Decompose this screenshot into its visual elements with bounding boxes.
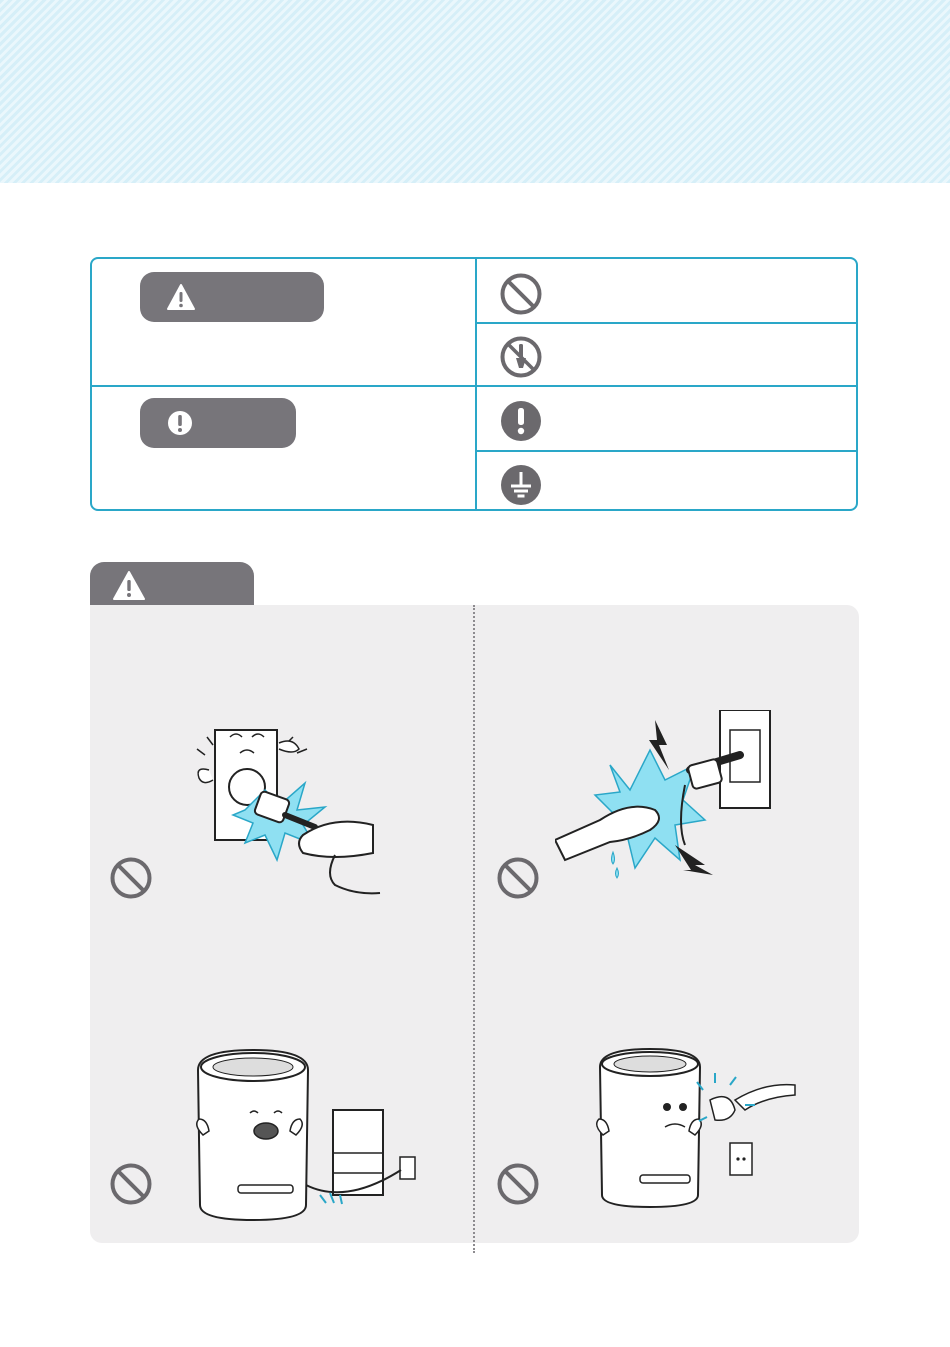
plug-in-wall-outlet-shock-illustration bbox=[185, 715, 385, 900]
warning-triangle-icon bbox=[112, 570, 146, 602]
symbol-legend-table bbox=[90, 257, 858, 511]
warning-pill bbox=[140, 272, 324, 322]
prohibition-icon bbox=[109, 856, 153, 900]
header-band bbox=[0, 0, 950, 183]
legend-divider-row2 bbox=[477, 450, 856, 452]
legend-divider-vertical bbox=[475, 259, 477, 509]
prohibition-icon bbox=[499, 272, 543, 316]
panel-divider bbox=[473, 605, 475, 1253]
wet-hand-touching-plug-illustration bbox=[555, 710, 785, 890]
ground-connection-icon bbox=[499, 463, 543, 507]
legend-divider-middle bbox=[92, 385, 856, 387]
warning-section-tab bbox=[90, 562, 254, 608]
prohibition-icon bbox=[496, 856, 540, 900]
air-purifier-shared-outlet-illustration bbox=[188, 1045, 418, 1225]
mandatory-action-icon bbox=[499, 399, 543, 443]
prohibition-icon bbox=[496, 1162, 540, 1206]
caution-exclamation-icon bbox=[166, 409, 194, 437]
legend-divider-row1 bbox=[477, 322, 856, 324]
caution-pill bbox=[140, 398, 296, 448]
do-not-disassemble-icon bbox=[499, 335, 543, 379]
prohibition-icon bbox=[109, 1162, 153, 1206]
air-purifier-cord-tampering-illustration bbox=[595, 1045, 800, 1215]
warning-triangle-icon bbox=[166, 283, 196, 311]
